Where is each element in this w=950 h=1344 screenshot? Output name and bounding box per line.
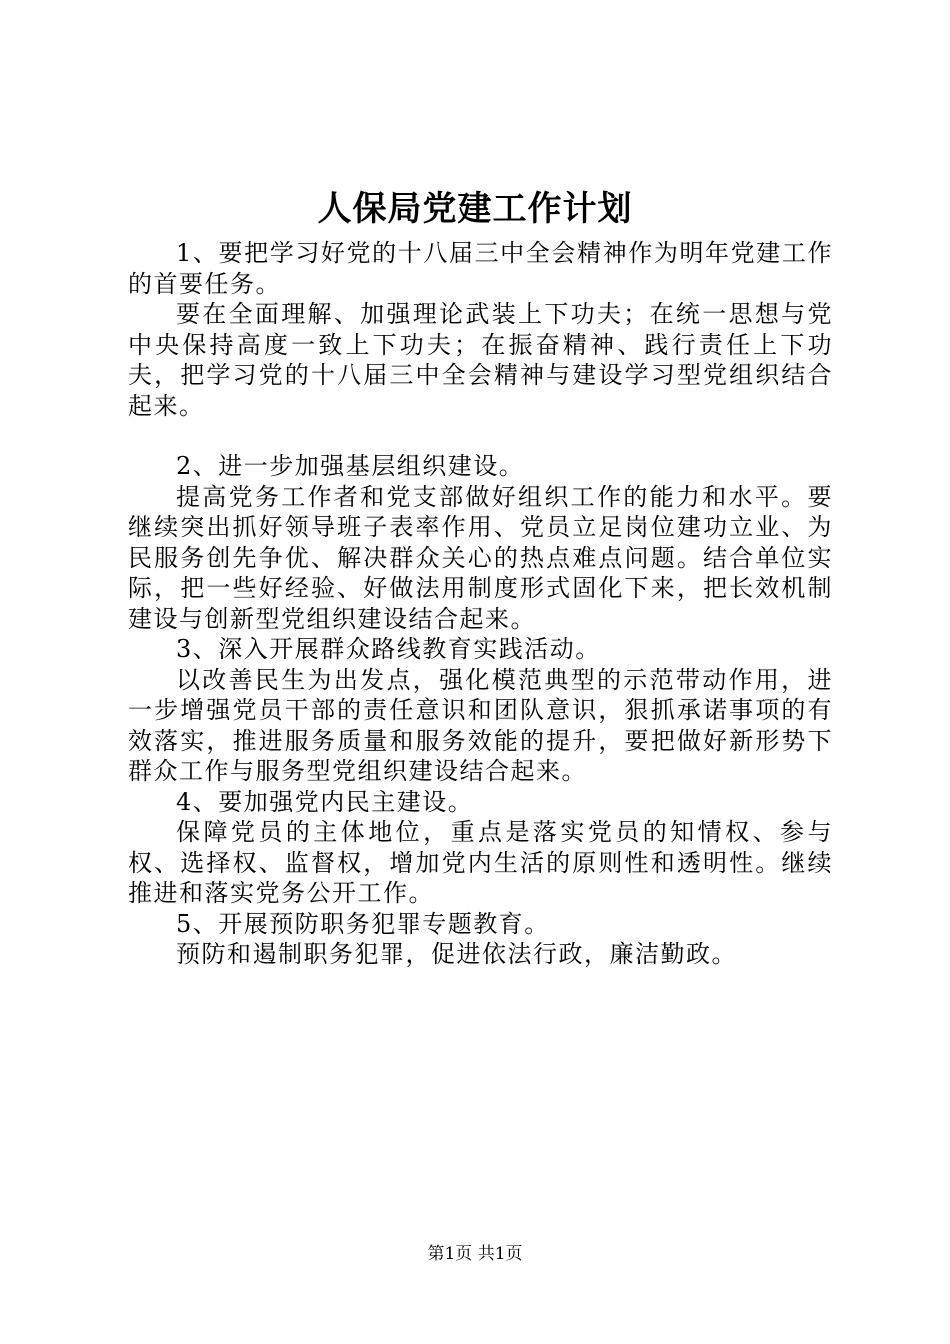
paragraph-item-2-heading: 2、进一步加强基层组织建设。 [176,452,525,480]
paragraph-item-3-body: 以改善民生为出发点，强化模范典型的示范带动作用，进一步增强党员干部的责任意识和团队意识，狠抓承诺事项的有效落实，推进服务质量和服务效能的提升，要把做好新形势下群众工作与服务型党组织建设结合起来。 [128,665,833,785]
paragraph-item-2-body: 提高党务工作者和党支部做好组织工作的能力和水平。要继续突出抓好领导班子表率作用、党员立足岗位建功立业、为民服务创先争优、解决群众关心的热点难点问题。结合单位实际，把一些好经验、好做法用制度形式固化下来，把长效机制建设与创新型党组织建设结合起来。 [128,482,833,633]
paragraph-item-5-heading: 5、开展预防职务犯罪专题教育。 [176,909,550,938]
paragraph-item-4-heading: 4、要加强党内民主建设。 [176,787,474,816]
page-number-footer: 第1页 共1页 [427,1244,523,1264]
paragraph-item-5-body: 预防和遏制职务犯罪，促进依法行政，廉洁勤政。 [176,940,737,968]
paragraph-item-1-heading: 1、要把学习好党的十八届三中全会精神作为明年党建工作的首要任务。 [128,239,833,298]
document-body [128,238,833,970]
document-title: 人保局党建工作计划 [317,189,633,229]
paragraph-item-3-heading: 3、深入开展群众路线教育实践活动。 [176,635,601,663]
paragraph-item-4-body: 保障党员的主体地位，重点是落实党员的知情权、参与权、选择权、监督权，增加党内生活的原则性和透明性。继续推进和落实党务公开工作。 [128,818,833,907]
paragraph-item-1-body: 要在全面理解、加强理论武装上下功夫；在统一思想与党中央保持高度一致上下功夫；在振奋精神、践行责任上下功夫，把学习党的十八届三中全会精神与建设学习型党组织结合起来。 [128,300,833,420]
